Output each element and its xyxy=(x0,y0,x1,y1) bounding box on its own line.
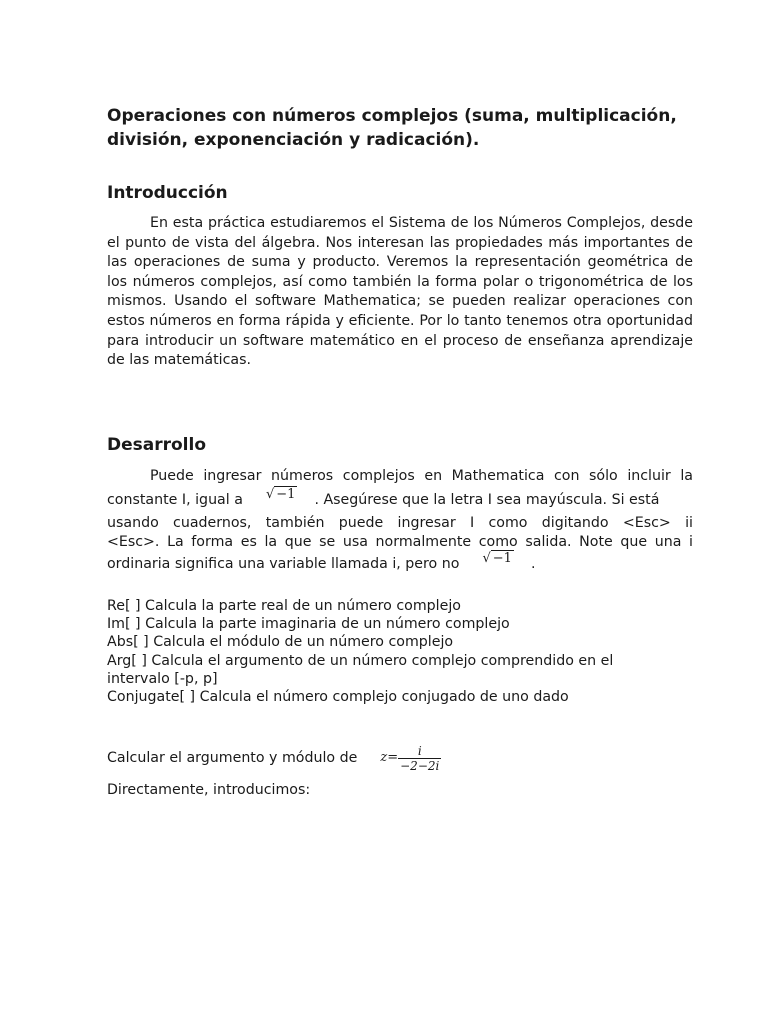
exercise-line xyxy=(107,740,441,776)
document-title: Operaciones con números complejos (suma, multiplicación, división, exponenciación y radicación). xyxy=(107,106,677,150)
intro-paragraph: En esta práctica estudiaremos el Sistema de los Números Complejos, desde el punto de vista del álgebra. Nos interesan las propiedades más importantes de las operaciones de suma y producto. Veremos la representación geométrica de los números complejos, así como también la forma polar o trigonométrica de los mismos. Usando el software Mathematica; se pueden realizar operaciones con estos números en forma rápida y eficiente. Por lo tanto tenemos otra oportunidad para introducir un software matemático en el proceso de enseñanza aprendizaje de las matemáticas. xyxy=(107,215,693,369)
function-re: Re[ ] Calcula la parte real de un número complejo xyxy=(107,598,461,614)
desarrollo-line-1: Puede ingresar números complejos en Mathematica con sólo incluir la xyxy=(150,468,693,484)
function-list xyxy=(107,597,707,706)
desarrollo-line-2-end: . Asegúrese que la letra I sea mayúscula. Si está xyxy=(314,492,660,508)
desarrollo-line-4: <Esc>. La forma es la que se usa normalmente como salida. Note que una i xyxy=(107,534,693,550)
formula-numerator: i xyxy=(417,743,422,758)
sqrt-radicand-2: −1 xyxy=(492,551,512,566)
function-arg: Arg[ ] Calcula el argumento de un número complejo comprendido en el xyxy=(107,652,614,669)
sqrt-minus-one: √ −1 xyxy=(265,487,296,502)
desarrollo-line-5-end: . xyxy=(530,556,536,572)
sqrt-radicand: −1 xyxy=(276,487,296,502)
desarrollo-line-5 xyxy=(107,551,536,574)
formula-lhs: z= xyxy=(380,750,399,765)
formula-denominator: −2−2i xyxy=(400,758,440,773)
desarrollo-heading: Desarrollo xyxy=(107,435,207,455)
desarrollo-line-2 xyxy=(107,487,693,510)
desarrollo-line-2-start: constante I, igual a xyxy=(107,492,243,508)
desarrollo-line-3: usando cuadernos, también puede ingresar I como digitando <Esc> ii xyxy=(107,515,693,531)
directly-text: Directamente, introducimos: xyxy=(107,782,311,798)
formula-fraction xyxy=(398,744,441,773)
sqrt-minus-one-2: √ −1 xyxy=(482,551,512,566)
function-abs: Abs[ ] Calcula el módulo de un número complejo xyxy=(107,634,454,651)
intro-heading: Introducción xyxy=(107,183,228,203)
function-conjugate: Conjugate[ ] Calcula el número complejo conjugado de uno dado xyxy=(107,689,569,706)
function-arg-interval: intervalo [-p, p] xyxy=(107,670,218,687)
desarrollo-line-5-start: ordinaria significa una variable llamada i, pero no xyxy=(107,556,460,572)
function-im: Im[ ] Calcula la parte imaginaria de un número complejo xyxy=(107,616,510,633)
exercise-text: Calcular el argumento y módulo de xyxy=(107,750,358,766)
